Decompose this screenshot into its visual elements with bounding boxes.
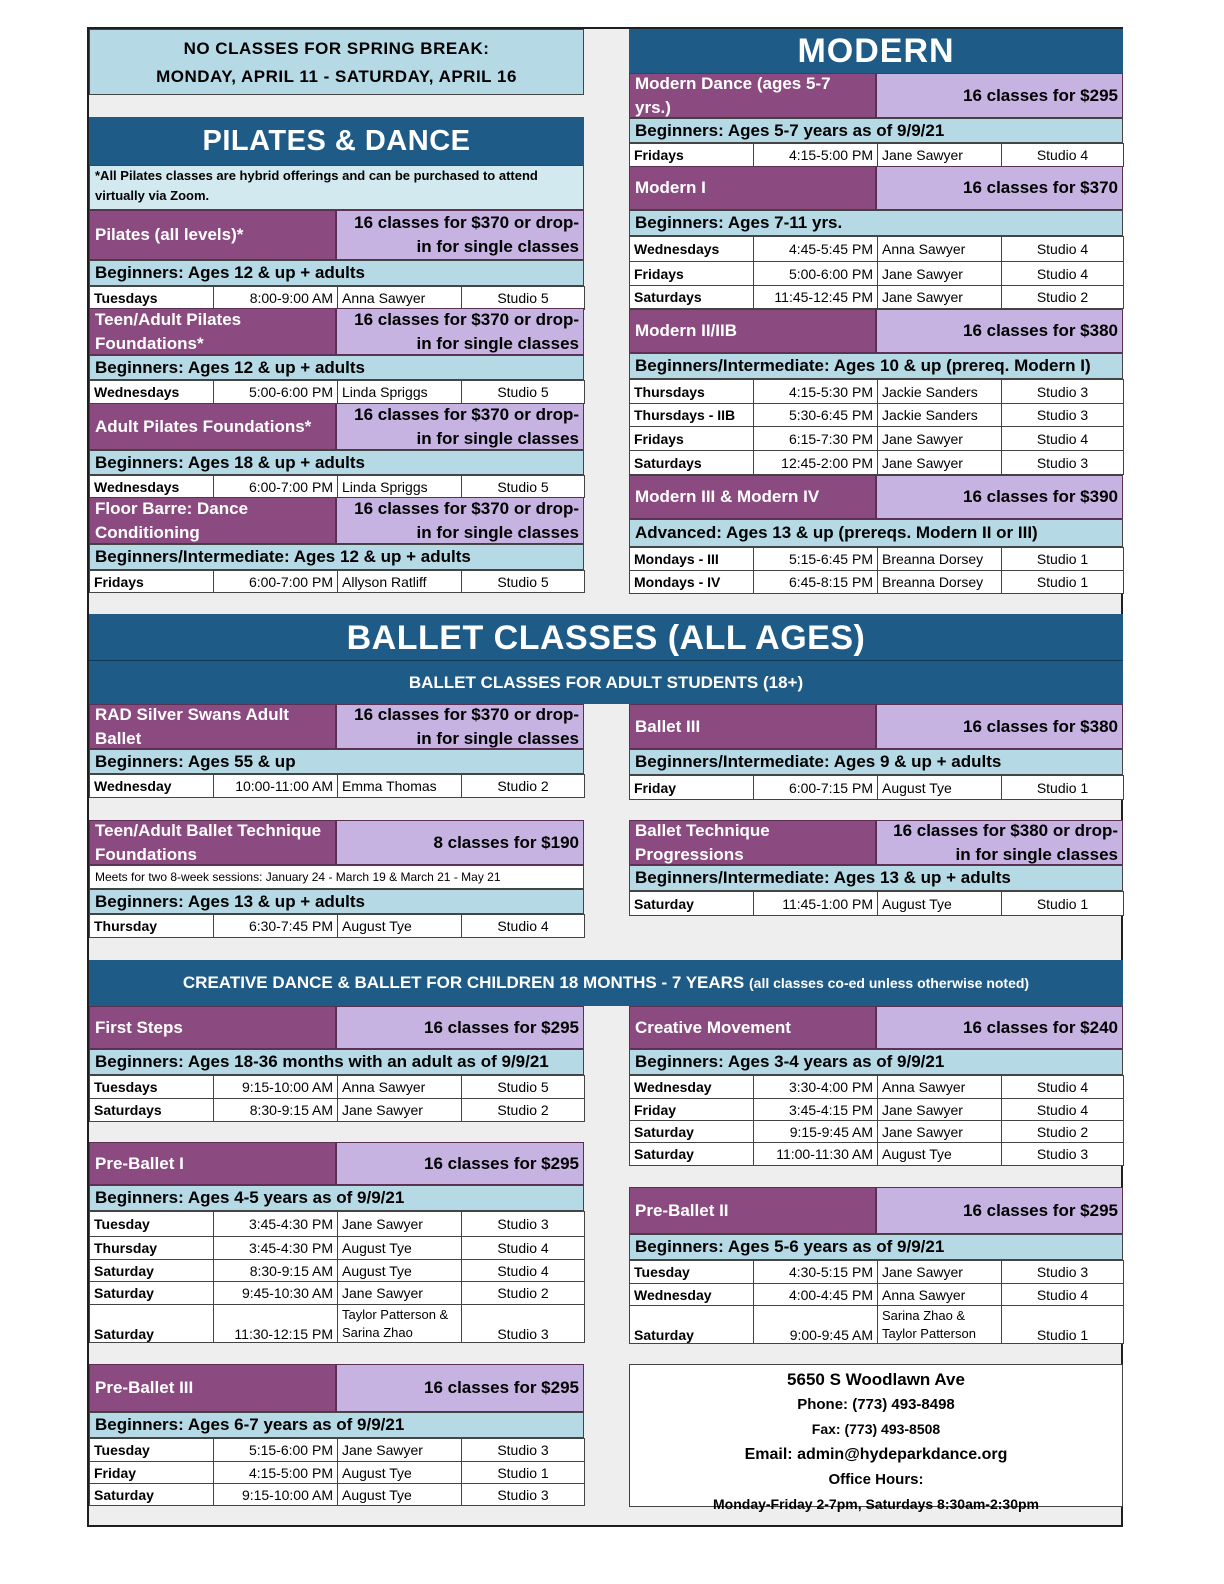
class-price-adult-pilates-foundations: 16 classes for $370 or drop-in for single classes	[336, 403, 584, 450]
children-ballet-header	[89, 960, 1123, 1006]
day-cell: Fridays	[630, 262, 754, 286]
studio-cell: Studio 1	[1002, 571, 1124, 594]
adult-ballet-header: BALLET CLASSES FOR ADULT STUDENTS (18+)	[89, 660, 1123, 704]
time-cell: 8:30-9:15 AM	[214, 1099, 338, 1122]
day-cell: Thursday	[90, 915, 214, 938]
day-cell: Fridays	[630, 144, 754, 167]
class-level-pre-ballet-iii: Beginners: Ages 6-7 years as of 9/9/21	[89, 1412, 584, 1438]
schedule-table-first-steps	[89, 1075, 585, 1122]
studio-cell: Studio 4	[1002, 427, 1124, 451]
table-row	[90, 1237, 585, 1260]
studio-cell: Studio 1	[462, 1462, 585, 1484]
teacher-cell: Jane Sawyer	[338, 1099, 462, 1122]
teacher-cell: Jane Sawyer	[338, 1439, 462, 1462]
table-row	[90, 571, 585, 593]
studio-cell: Studio 4	[462, 915, 585, 938]
day-cell: Wednesday	[90, 775, 214, 798]
studio-cell: Studio 4	[462, 1260, 585, 1282]
studio-cell: Studio 4	[462, 1237, 585, 1260]
table-row	[630, 1261, 1124, 1284]
table-row	[630, 286, 1124, 309]
class-name-creative-movement: Creative Movement	[629, 1006, 876, 1049]
day-cell: Saturdays	[630, 286, 754, 309]
children-ballet-header-note: (all classes co-ed unless otherwise noted)	[749, 975, 1030, 991]
table-row	[630, 1284, 1124, 1306]
class-level-pre-ballet-i: Beginners: Ages 4-5 years as of 9/9/21	[89, 1185, 584, 1211]
class-level-floor-barre-dance-conditioning: Beginners/Intermediate: Ages 12 & up + adults	[89, 544, 584, 570]
class-name-rad-silver-swans-adult-ballet: RAD Silver Swans Adult Ballet	[89, 704, 336, 749]
table-row	[90, 476, 585, 498]
day-cell: Fridays	[630, 427, 754, 451]
schedule-table-modern-ii-iib	[629, 379, 1124, 475]
class-price-rad-silver-swans-adult-ballet: 16 classes for $370 or drop-in for single classes	[336, 704, 584, 749]
schedule-table-rad-silver-swans-adult-ballet	[89, 774, 585, 798]
studio-cell: Studio 4	[1002, 262, 1124, 286]
class-level-pre-ballet-ii: Beginners: Ages 5-6 years as of 9/9/21	[629, 1234, 1123, 1260]
schedule-table-modern-i	[629, 236, 1124, 309]
time-cell: 9:15-10:00 AM	[214, 1076, 338, 1099]
day-cell: Tuesdays	[90, 287, 214, 310]
table-row	[630, 1143, 1124, 1166]
class-level-creative-movement: Beginners: Ages 3-4 years as of 9/9/21	[629, 1049, 1123, 1075]
time-cell: 9:15-9:45 AM	[754, 1121, 878, 1143]
class-name-modern-ii-iib: Modern II/IIB	[629, 309, 876, 353]
class-note-teen-adult-ballet-technique-foundations: Meets for two 8-week sessions: January 24 - March 19 & March 21 - May 21	[89, 865, 584, 889]
class-name-adult-pilates-foundations: Adult Pilates Foundations*	[89, 403, 336, 450]
teacher-cell: Jane Sawyer	[338, 1212, 462, 1237]
time-cell: 8:00-9:00 AM	[214, 287, 338, 310]
contact-info	[629, 1364, 1123, 1512]
class-price-modern-dance-ages-5-7-yrs: 16 classes for $295	[876, 73, 1123, 118]
day-cell: Tuesday	[90, 1212, 214, 1237]
time-cell: 4:15-5:30 PM	[754, 380, 878, 404]
table-row	[630, 776, 1124, 800]
class-name-modern-i: Modern I	[629, 166, 876, 210]
class-price-teen-adult-ballet-technique-foundations: 8 classes for $190	[336, 820, 584, 865]
teacher-cell: August Tye	[338, 1462, 462, 1484]
teacher-cell: Allyson Ratliff	[338, 571, 462, 593]
studio-cell: Studio 5	[462, 1076, 585, 1099]
class-level-ballet-technique-progressions: Beginners/Intermediate: Ages 13 & up + adults	[629, 865, 1123, 891]
time-cell: 6:00-7:00 PM	[214, 571, 338, 593]
teacher-cell: Jane Sawyer	[878, 286, 1002, 309]
class-price-teen-adult-pilates-foundations: 16 classes for $370 or drop-in for single classes	[336, 308, 584, 355]
teacher-cell: Jackie Sanders	[878, 380, 1002, 404]
class-price-ballet-technique-progressions: 16 classes for $380 or drop-in for single classes	[876, 820, 1123, 865]
time-cell: 5:00-6:00 PM	[754, 262, 878, 286]
table-row	[90, 1076, 585, 1099]
class-level-modern-i: Beginners: Ages 7-11 yrs.	[629, 210, 1123, 236]
pilates-note: *All Pilates classes are hybrid offerings and can be purchased to attend virtually via Zoom.	[89, 165, 584, 210]
class-name-modern-dance-ages-5-7-yrs: Modern Dance (ages 5-7 yrs.)	[629, 73, 876, 118]
class-name-teen-adult-pilates-foundations: Teen/Adult Pilates Foundations*	[89, 308, 336, 355]
time-cell: 6:00-7:15 PM	[754, 776, 878, 800]
table-row	[90, 287, 585, 310]
time-cell: 10:00-11:00 AM	[214, 775, 338, 798]
teacher-cell: Taylor Patterson & Sarina Zhao	[338, 1305, 462, 1343]
teacher-cell: Emma Thomas	[338, 775, 462, 798]
table-row	[90, 1305, 585, 1343]
table-row	[630, 144, 1124, 167]
class-level-modern-ii-iib: Beginners/Intermediate: Ages 10 & up (prereq. Modern I)	[629, 353, 1123, 379]
studio-cell: Studio 3	[462, 1212, 585, 1237]
class-name-pilates-all-levels: Pilates (all levels)*	[89, 210, 336, 260]
teacher-cell: Anna Sawyer	[878, 1284, 1002, 1306]
time-cell: 3:45-4:30 PM	[214, 1212, 338, 1237]
time-cell: 5:15-6:00 PM	[214, 1439, 338, 1462]
address: 5650 S Woodlawn Ave	[787, 1370, 965, 1389]
table-row	[90, 1260, 585, 1282]
table-row	[90, 915, 585, 938]
time-cell: 4:15-5:00 PM	[214, 1462, 338, 1484]
table-row	[90, 1484, 585, 1506]
table-row	[630, 1306, 1124, 1344]
day-cell: Mondays - IV	[630, 571, 754, 594]
schedule-table-modern-iii-modern-iv	[629, 547, 1124, 594]
teacher-cell: Sarina Zhao & Taylor Patterson	[878, 1306, 1002, 1344]
table-row	[630, 262, 1124, 286]
teacher-cell: August Tye	[878, 776, 1002, 800]
teacher-cell: Anna Sawyer	[878, 237, 1002, 262]
studio-cell: Studio 2	[1002, 1121, 1124, 1143]
table-row	[90, 381, 585, 404]
studio-cell: Studio 1	[1002, 776, 1124, 800]
time-cell: 11:00-11:30 AM	[754, 1143, 878, 1166]
table-row	[630, 1076, 1124, 1099]
time-cell: 4:45-5:45 PM	[754, 237, 878, 262]
day-cell: Wednesdays	[90, 476, 214, 498]
studio-cell: Studio 4	[1002, 1076, 1124, 1099]
day-cell: Mondays - III	[630, 548, 754, 571]
teacher-cell: Linda Spriggs	[338, 381, 462, 404]
studio-cell: Studio 2	[462, 1282, 585, 1305]
table-row	[630, 404, 1124, 427]
day-cell: Thursdays - IIB	[630, 404, 754, 427]
teacher-cell: Breanna Dorsey	[878, 571, 1002, 594]
day-cell: Friday	[90, 1462, 214, 1484]
class-level-teen-adult-pilates-foundations: Beginners: Ages 12 & up + adults	[89, 355, 584, 380]
time-cell: 9:00-9:45 AM	[754, 1306, 878, 1344]
teacher-cell: Linda Spriggs	[338, 476, 462, 498]
fax: Fax: (773) 493-8508	[811, 1421, 941, 1437]
teacher-cell: Breanna Dorsey	[878, 548, 1002, 571]
teacher-cell: August Tye	[338, 1484, 462, 1506]
ballet-section-title: BALLET CLASSES (ALL AGES)	[89, 614, 1123, 660]
time-cell: 5:30-6:45 PM	[754, 404, 878, 427]
day-cell: Wednesdays	[630, 237, 754, 262]
spring-break-line1: NO CLASSES FOR SPRING BREAK:	[183, 39, 490, 58]
pilates-section-title: PILATES & DANCE	[89, 117, 584, 165]
class-name-first-steps: First Steps	[89, 1006, 336, 1049]
day-cell: Fridays	[90, 571, 214, 593]
class-name-floor-barre-dance-conditioning: Floor Barre: Dance Conditioning	[89, 497, 336, 544]
time-cell: 3:45-4:15 PM	[754, 1099, 878, 1121]
time-cell: 12:45-2:00 PM	[754, 451, 878, 475]
class-level-ballet-iii: Beginners/Intermediate: Ages 9 & up + adults	[629, 749, 1123, 775]
table-row	[90, 1439, 585, 1462]
class-level-rad-silver-swans-adult-ballet: Beginners: Ages 55 & up	[89, 749, 584, 774]
teacher-cell: Jane Sawyer	[338, 1282, 462, 1305]
class-price-modern-i: 16 classes for $370	[876, 166, 1123, 210]
table-row	[630, 571, 1124, 594]
day-cell: Saturday	[630, 1121, 754, 1143]
class-name-pre-ballet-i: Pre-Ballet I	[89, 1142, 336, 1185]
time-cell: 9:45-10:30 AM	[214, 1282, 338, 1305]
class-level-first-steps: Beginners: Ages 18-36 months with an adult as of 9/9/21	[89, 1049, 584, 1075]
studio-cell: Studio 2	[462, 775, 585, 798]
day-cell: Saturday	[90, 1260, 214, 1282]
studio-cell: Studio 3	[1002, 1143, 1124, 1166]
day-cell: Saturday	[630, 1306, 754, 1344]
table-row	[630, 451, 1124, 475]
day-cell: Saturday	[90, 1282, 214, 1305]
time-cell: 11:45-12:45 PM	[754, 286, 878, 309]
schedule-table-creative-movement	[629, 1075, 1124, 1166]
schedule-table-floor-barre-dance-conditioning	[89, 570, 585, 593]
class-name-pre-ballet-iii: Pre-Ballet III	[89, 1364, 336, 1412]
studio-cell: Studio 3	[1002, 1261, 1124, 1284]
class-name-modern-iii-modern-iv: Modern III & Modern IV	[629, 475, 876, 519]
teacher-cell: Jane Sawyer	[878, 427, 1002, 451]
teacher-cell: Jane Sawyer	[878, 262, 1002, 286]
table-row	[630, 548, 1124, 571]
class-price-pilates-all-levels: 16 classes for $370 or drop-in for single classes	[336, 210, 584, 260]
table-row	[630, 427, 1124, 451]
day-cell: Thursday	[90, 1237, 214, 1260]
table-row	[630, 237, 1124, 262]
modern-section-title: MODERN	[629, 29, 1123, 73]
day-cell: Saturday	[630, 1143, 754, 1166]
studio-cell: Studio 1	[1002, 548, 1124, 571]
table-row	[90, 1212, 585, 1237]
class-price-pre-ballet-i: 16 classes for $295	[336, 1142, 584, 1185]
day-cell: Saturdays	[90, 1099, 214, 1122]
teacher-cell: Jane Sawyer	[878, 144, 1002, 167]
table-row	[630, 892, 1124, 916]
teacher-cell: August Tye	[338, 915, 462, 938]
studio-cell: Studio 5	[462, 381, 585, 404]
spring-break-notice	[89, 29, 584, 95]
class-price-pre-ballet-iii: 16 classes for $295	[336, 1364, 584, 1412]
table-row	[630, 1121, 1124, 1143]
schedule-table-pre-ballet-i	[89, 1211, 585, 1343]
schedule-table-pre-ballet-iii	[89, 1438, 585, 1506]
class-name-pre-ballet-ii: Pre-Ballet II	[629, 1187, 876, 1234]
time-cell: 5:15-6:45 PM	[754, 548, 878, 571]
time-cell: 9:15-10:00 AM	[214, 1484, 338, 1506]
class-level-modern-dance-ages-5-7-yrs: Beginners: Ages 5-7 years as of 9/9/21	[629, 118, 1123, 143]
teacher-cell: August Tye	[338, 1260, 462, 1282]
class-price-ballet-iii: 16 classes for $380	[876, 704, 1123, 749]
day-cell: Saturday	[90, 1484, 214, 1506]
day-cell: Thursdays	[630, 380, 754, 404]
class-price-pre-ballet-ii: 16 classes for $295	[876, 1187, 1123, 1234]
class-price-modern-iii-modern-iv: 16 classes for $390	[876, 475, 1123, 519]
time-cell: 4:30-5:15 PM	[754, 1261, 878, 1284]
teacher-cell: Anna Sawyer	[338, 1076, 462, 1099]
day-cell: Friday	[630, 776, 754, 800]
day-cell: Saturday	[630, 892, 754, 916]
schedule-table-teen-adult-ballet-technique-foundations	[89, 914, 585, 938]
studio-cell: Studio 1	[1002, 892, 1124, 916]
day-cell: Friday	[630, 1099, 754, 1121]
class-name-teen-adult-ballet-technique-foundations: Teen/Adult Ballet Technique Foundations	[89, 820, 336, 865]
day-cell: Wednesdays	[90, 381, 214, 404]
class-level-adult-pilates-foundations: Beginners: Ages 18 & up + adults	[89, 450, 584, 475]
time-cell: 5:00-6:00 PM	[214, 381, 338, 404]
teacher-cell: Jane Sawyer	[878, 1121, 1002, 1143]
studio-cell: Studio 2	[1002, 286, 1124, 309]
class-price-floor-barre-dance-conditioning: 16 classes for $370 or drop-in for single classes	[336, 497, 584, 544]
schedule-table-modern-dance-ages-5-7-yrs	[629, 143, 1124, 167]
time-cell: 11:30-12:15 PM	[214, 1305, 338, 1343]
teacher-cell: Anna Sawyer	[338, 287, 462, 310]
studio-cell: Studio 5	[462, 287, 585, 310]
schedule-table-ballet-iii	[629, 775, 1124, 800]
schedule-table-pre-ballet-ii	[629, 1260, 1124, 1344]
teacher-cell: August Tye	[878, 1143, 1002, 1166]
studio-cell: Studio 3	[1002, 380, 1124, 404]
teacher-cell: August Tye	[338, 1237, 462, 1260]
class-price-modern-ii-iib: 16 classes for $380	[876, 309, 1123, 353]
class-level-teen-adult-ballet-technique-foundations: Beginners: Ages 13 & up + adults	[89, 889, 584, 914]
teacher-cell: Anna Sawyer	[878, 1076, 1002, 1099]
studio-cell: Studio 3	[1002, 451, 1124, 475]
schedule-table-adult-pilates-foundations	[89, 475, 585, 498]
time-cell: 11:45-1:00 PM	[754, 892, 878, 916]
office-hours: Monday-Friday 2-7pm, Saturdays 8:30am-2:30pm	[713, 1496, 1039, 1512]
day-cell: Saturday	[90, 1305, 214, 1343]
day-cell: Tuesday	[630, 1261, 754, 1284]
class-price-creative-movement: 16 classes for $240	[876, 1006, 1123, 1049]
table-row	[90, 1282, 585, 1305]
studio-cell: Studio 5	[462, 476, 585, 498]
class-level-modern-iii-modern-iv: Advanced: Ages 13 & up (prereqs. Modern II or III)	[629, 519, 1123, 547]
teacher-cell: Jane Sawyer	[878, 451, 1002, 475]
studio-cell: Studio 4	[1002, 1284, 1124, 1306]
teacher-cell: Jane Sawyer	[878, 1099, 1002, 1121]
table-row	[90, 1099, 585, 1122]
day-cell: Tuesday	[90, 1439, 214, 1462]
studio-cell: Studio 3	[1002, 404, 1124, 427]
time-cell: 4:15-5:00 PM	[754, 144, 878, 167]
day-cell: Wednesday	[630, 1284, 754, 1306]
day-cell: Saturdays	[630, 451, 754, 475]
studio-cell: Studio 4	[1002, 144, 1124, 167]
day-cell: Wednesday	[630, 1076, 754, 1099]
teacher-cell: Jane Sawyer	[878, 1261, 1002, 1284]
email[interactable]: Email: admin@hydeparkdance.org	[744, 1446, 1008, 1463]
table-row	[630, 1099, 1124, 1121]
class-price-first-steps: 16 classes for $295	[336, 1006, 584, 1049]
time-cell: 3:45-4:30 PM	[214, 1237, 338, 1260]
studio-cell: Studio 4	[1002, 237, 1124, 262]
time-cell: 3:30-4:00 PM	[754, 1076, 878, 1099]
class-level-pilates-all-levels: Beginners: Ages 12 & up + adults	[89, 260, 584, 286]
time-cell: 6:30-7:45 PM	[214, 915, 338, 938]
studio-cell: Studio 3	[462, 1439, 585, 1462]
studio-cell: Studio 1	[1002, 1306, 1124, 1344]
studio-cell: Studio 5	[462, 571, 585, 593]
table-row	[90, 1462, 585, 1484]
time-cell: 6:15-7:30 PM	[754, 427, 878, 451]
table-row	[630, 380, 1124, 404]
spring-break-line2: MONDAY, APRIL 11 - SATURDAY, APRIL 16	[156, 67, 517, 86]
table-row	[90, 775, 585, 798]
studio-cell: Studio 3	[462, 1484, 585, 1506]
class-name-ballet-technique-progressions: Ballet Technique Progressions	[629, 820, 876, 865]
class-name-ballet-iii: Ballet III	[629, 704, 876, 749]
office-hours-label: Office Hours:	[828, 1471, 924, 1488]
time-cell: 8:30-9:15 AM	[214, 1260, 338, 1282]
time-cell: 6:00-7:00 PM	[214, 476, 338, 498]
phone: Phone: (773) 493-8498	[797, 1396, 955, 1413]
schedule-table-teen-adult-pilates-foundations	[89, 380, 585, 404]
studio-cell: Studio 2	[462, 1099, 585, 1122]
teacher-cell: Jackie Sanders	[878, 404, 1002, 427]
time-cell: 4:00-4:45 PM	[754, 1284, 878, 1306]
schedule-table-pilates-all-levels	[89, 286, 585, 310]
time-cell: 6:45-8:15 PM	[754, 571, 878, 594]
schedule-table-ballet-technique-progressions	[629, 891, 1124, 916]
studio-cell: Studio 3	[462, 1305, 585, 1343]
teacher-cell: August Tye	[878, 892, 1002, 916]
studio-cell: Studio 4	[1002, 1099, 1124, 1121]
children-ballet-header-title: CREATIVE DANCE & BALLET FOR CHILDREN 18 MONTHS - 7 YEARS	[182, 973, 745, 992]
day-cell: Tuesdays	[90, 1076, 214, 1099]
